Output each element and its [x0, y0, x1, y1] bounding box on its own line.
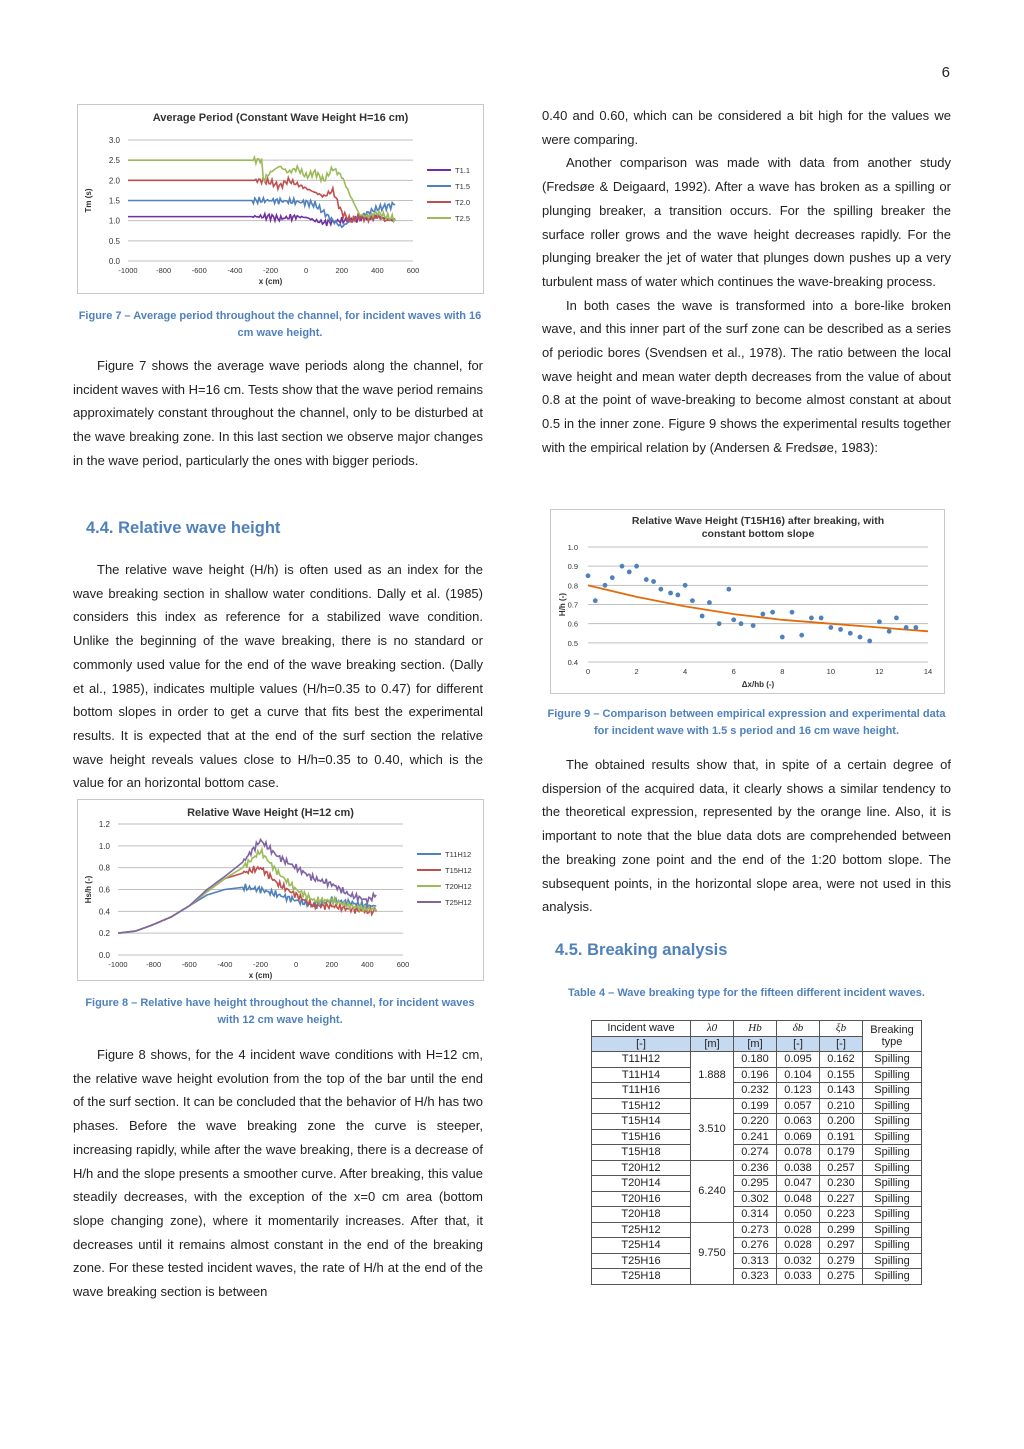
- cell-xi-b: 0.230: [820, 1176, 863, 1192]
- cell-incident-wave: T20H18: [592, 1207, 691, 1223]
- cell-hb: 0.273: [734, 1222, 777, 1238]
- table-row: [592, 1269, 922, 1285]
- cell-delta-b: 0.063: [777, 1114, 820, 1130]
- x-tick-label: 14: [923, 667, 933, 676]
- data-point: [819, 616, 824, 621]
- y-tick-label: 0.4: [98, 907, 110, 917]
- cell-breaking-type: Spilling: [863, 1207, 922, 1223]
- table-row: [592, 1083, 922, 1099]
- cell-hb: 0.180: [734, 1052, 777, 1068]
- data-point: [780, 635, 785, 640]
- data-point: [610, 575, 615, 580]
- cell-xi-b: 0.275: [820, 1269, 863, 1285]
- x-tick-label: 4: [683, 667, 688, 676]
- cell-hb: 0.236: [734, 1160, 777, 1176]
- x-tick-label: -1000: [118, 266, 138, 275]
- cell-hb: 0.313: [734, 1253, 777, 1269]
- x-tick-label: 0: [304, 266, 309, 275]
- figure8-svg: [78, 800, 483, 980]
- x-tick-label: 400: [371, 266, 384, 275]
- data-point: [644, 577, 649, 582]
- y-tick-label: 1.2: [98, 820, 110, 829]
- cell-xi-b: 0.200: [820, 1114, 863, 1130]
- data-point: [799, 633, 804, 638]
- cell-incident-wave: T15H18: [592, 1145, 691, 1161]
- cell-delta-b: 0.032: [777, 1253, 820, 1269]
- cell-xi-b: 0.299: [820, 1222, 863, 1238]
- y-tick-label: 0.0: [108, 257, 120, 266]
- y-tick-label: 1.5: [108, 196, 120, 206]
- cell-breaking-type: Spilling: [863, 1191, 922, 1207]
- chart-title: Relative Wave Height (H=12 cm): [187, 807, 354, 819]
- x-tick-label: -400: [217, 960, 233, 969]
- data-point: [593, 598, 598, 603]
- data-point: [668, 591, 673, 596]
- cell-incident-wave: T25H14: [592, 1238, 691, 1254]
- cell-hb: 0.314: [734, 1207, 777, 1223]
- cell-incident-wave: T20H16: [592, 1191, 691, 1207]
- cell-hb: 0.323: [734, 1269, 777, 1285]
- chart-title: Average Period (Constant Wave Height H=16 cm): [152, 112, 409, 124]
- x-tick-label: -800: [156, 266, 172, 275]
- cell-incident-wave: T11H16: [592, 1083, 691, 1099]
- y-tick-label: 0.8: [98, 863, 110, 873]
- header-xi-b: ξb: [820, 1021, 863, 1037]
- y-axis-label: H/h (-): [558, 592, 567, 617]
- y-tick-label: 0.2: [98, 929, 110, 939]
- data-point: [867, 639, 872, 644]
- legend-label: T2.0: [455, 198, 471, 207]
- data-point: [848, 631, 853, 636]
- section-heading-4-4: 4.4. Relative wave height: [86, 519, 281, 537]
- wave-breaking-table: [591, 1020, 922, 1285]
- data-point: [751, 623, 756, 628]
- cell-breaking-type: Spilling: [863, 1269, 922, 1285]
- cell-incident-wave: T15H12: [592, 1098, 691, 1114]
- y-tick-label: 0.0: [98, 951, 110, 960]
- table-row: [592, 1129, 922, 1145]
- table-row: [592, 1145, 922, 1161]
- data-point: [739, 621, 744, 626]
- data-point: [620, 564, 625, 569]
- table4-wrapper: [591, 1020, 922, 1285]
- cell-incident-wave: T20H14: [592, 1176, 691, 1192]
- figure7-svg: [78, 105, 483, 293]
- cell-lambda: 3.510: [691, 1098, 734, 1160]
- cell-delta-b: 0.104: [777, 1067, 820, 1083]
- data-point: [770, 610, 775, 615]
- data-point: [675, 593, 680, 598]
- cell-lambda: 9.750: [691, 1222, 734, 1284]
- chart-title-line: Relative Wave Height (T15H16) after breaking, with: [631, 515, 885, 527]
- figure9-svg: [551, 510, 944, 693]
- cell-breaking-type: Spilling: [863, 1176, 922, 1192]
- legend-label: T1.1: [455, 166, 471, 175]
- data-point: [894, 616, 899, 621]
- y-tick-label: 1.0: [98, 841, 110, 851]
- cell-delta-b: 0.033: [777, 1269, 820, 1285]
- y-tick-label: 0.4: [567, 658, 578, 667]
- cell-xi-b: 0.179: [820, 1145, 863, 1161]
- cell-xi-b: 0.155: [820, 1067, 863, 1083]
- cell-hb: 0.302: [734, 1191, 777, 1207]
- cell-incident-wave: T15H16: [592, 1129, 691, 1145]
- cell-xi-b: 0.227: [820, 1191, 863, 1207]
- table-row: [592, 1207, 922, 1223]
- cell-xi-b: 0.143: [820, 1083, 863, 1099]
- data-point: [790, 610, 795, 615]
- data-point: [731, 617, 736, 622]
- data-point: [858, 635, 863, 640]
- legend-label: T25H12: [445, 898, 472, 907]
- y-tick-label: 0.8: [567, 581, 578, 591]
- unit-lambda: [m]: [691, 1036, 734, 1052]
- cell-delta-b: 0.050: [777, 1207, 820, 1223]
- y-tick-label: 2.5: [108, 156, 120, 166]
- y-tick-label: 0.7: [567, 600, 578, 610]
- series-line-T2.5: [128, 157, 395, 221]
- x-tick-label: 8: [780, 667, 785, 676]
- data-point: [726, 587, 731, 592]
- cell-hb: 0.241: [734, 1129, 777, 1145]
- x-tick-label: 600: [406, 266, 420, 275]
- cell-incident-wave: T11H14: [592, 1067, 691, 1083]
- left-paragraph-3: Figure 8 shows, for the 4 incident wave conditions with H=12 cm, the relative wave height evolution from the top of the bar until the end of the surf section. It can be concluded that the behavior of H/h has two phases. Before the wave breaking zone the curve is steeper, increasing rapidly, while after the wave breaking, there is a decrease of H/h and the slope presents a smoother curve. After breaking, this value steadily decreases, with the exception of the x=0 cm area (bottom slope changing zone), where it momentarily increases. After that, it decreases until it remains almost constant in the end of the breaking zone. For these tested incident waves, the rate of H/h at the end of the wave breaking section is between: [73, 1047, 483, 1300]
- cell-xi-b: 0.162: [820, 1052, 863, 1068]
- table-row: [592, 1176, 922, 1192]
- cell-xi-b: 0.191: [820, 1129, 863, 1145]
- data-point: [887, 629, 892, 634]
- figure8-chart: [77, 799, 484, 981]
- cell-delta-b: 0.095: [777, 1052, 820, 1068]
- data-point: [707, 600, 712, 605]
- data-point: [690, 598, 695, 603]
- unit-delta-b: [-]: [777, 1036, 820, 1052]
- cell-hb: 0.295: [734, 1176, 777, 1192]
- y-axis-label: Hs/h (-): [84, 875, 93, 904]
- series-line-T1.5: [128, 197, 395, 227]
- figure7-caption: Figure 7 – Average period throughout the channel, for incident waves with 16 cm wave height.: [78, 310, 482, 339]
- data-point: [717, 621, 722, 626]
- cell-breaking-type: Spilling: [863, 1083, 922, 1099]
- legend-label: T1.5: [455, 182, 471, 191]
- x-tick-label: 600: [396, 960, 410, 969]
- x-tick-label: 10: [826, 667, 836, 676]
- left-paragraph-2: The relative wave height (H/h) is often used as an index for the wave breaking section in shallow water conditions. Dally et al. (1985) considers this index as reference for a stabilized wave condition. Unlike the beginning of the wave breaking, there is no standard or commonly used value for the end of the wave breaking section. (Dally et al., 1985), indicates multiple values (H/h=0.35 to 0.47) for different bottom slopes in order to get a curve that fits best the experimental results. It is expected that at the end of the surf section the relative wave height reveals values close to H/h=0.35 to 0.40, which is the value for an horizontal bottom case.: [73, 562, 483, 791]
- cell-breaking-type: Spilling: [863, 1253, 922, 1269]
- table-row: [592, 1222, 922, 1238]
- cell-delta-b: 0.038: [777, 1160, 820, 1176]
- cell-delta-b: 0.057: [777, 1098, 820, 1114]
- cell-breaking-type: Spilling: [863, 1052, 922, 1068]
- data-point: [586, 573, 591, 578]
- table-header-row: [592, 1021, 922, 1037]
- cell-breaking-type: Spilling: [863, 1129, 922, 1145]
- cell-breaking-type: Spilling: [863, 1145, 922, 1161]
- legend-label: T11H12: [445, 850, 472, 859]
- figure9-chart: [550, 509, 945, 694]
- cell-delta-b: 0.028: [777, 1238, 820, 1254]
- cell-hb: 0.232: [734, 1083, 777, 1099]
- right-paragraph-1: 0.40 and 0.60, which can be considered a bit high for the values we were comparing.: [542, 108, 951, 147]
- cell-hb: 0.276: [734, 1238, 777, 1254]
- table-row: [592, 1160, 922, 1176]
- cell-xi-b: 0.257: [820, 1160, 863, 1176]
- unit-hb: [m]: [734, 1036, 777, 1052]
- data-point: [603, 583, 608, 588]
- series-line-T25H12: [118, 840, 376, 934]
- cell-delta-b: 0.123: [777, 1083, 820, 1099]
- table-row: [592, 1238, 922, 1254]
- x-tick-label: 2: [634, 667, 639, 676]
- cell-breaking-type: Spilling: [863, 1238, 922, 1254]
- y-tick-label: 1.0: [108, 216, 120, 226]
- table-row: [592, 1098, 922, 1114]
- cell-lambda: 6.240: [691, 1160, 734, 1222]
- cell-xi-b: 0.297: [820, 1238, 863, 1254]
- cell-breaking-type: Spilling: [863, 1160, 922, 1176]
- figure8-caption: Figure 8 – Relative have height throughout the channel, for incident waves with 12 cm wave height.: [85, 997, 475, 1026]
- header-incident-wave: Incident wave: [592, 1021, 691, 1037]
- table4-caption: Table 4 – Wave breaking type for the fifteen different incident waves.: [568, 987, 925, 999]
- x-axis-label: x (cm): [258, 277, 283, 286]
- data-point: [634, 564, 639, 569]
- section-heading-4-5: 4.5. Breaking analysis: [555, 941, 728, 959]
- chart-title: [632, 515, 884, 540]
- cell-delta-b: 0.028: [777, 1222, 820, 1238]
- table-body: [592, 1052, 922, 1285]
- table-row: [592, 1253, 922, 1269]
- table-row: [592, 1114, 922, 1130]
- figure7-chart: [77, 104, 484, 294]
- cell-incident-wave: T25H12: [592, 1222, 691, 1238]
- x-tick-label: 0: [585, 667, 591, 676]
- x-tick-label: -200: [262, 266, 279, 275]
- cell-hb: 0.196: [734, 1067, 777, 1083]
- figure9-caption: Figure 9 – Comparison between empirical expression and experimental data for incident wave with 1.5 s period and 16 cm wave height.: [547, 708, 946, 737]
- y-tick-label: 2.0: [108, 176, 120, 186]
- unit-incident-wave: [-]: [592, 1036, 691, 1052]
- cell-delta-b: 0.047: [777, 1176, 820, 1192]
- x-axis-label: x (cm): [248, 971, 273, 980]
- cell-incident-wave: T20H12: [592, 1160, 691, 1176]
- x-tick-label: 12: [875, 667, 884, 676]
- cell-breaking-type: Spilling: [863, 1098, 922, 1114]
- x-tick-label: 200: [325, 960, 339, 969]
- data-point: [658, 587, 663, 592]
- right-paragraph-4: The obtained results show that, in spite of a certain degree of dispersion of the acquired data, it clearly shows a similar tendency to the theoretical expression, represented by the orange line. Also, it is important to note that the blue data dots are comprehended between the breaking zone point and the end of the 1:20 bottom slope. The subsequent points, in the horizontal slope area, were not used in this analysis.: [542, 757, 951, 915]
- y-tick-label: 0.6: [567, 619, 578, 629]
- left-paragraph-1: Figure 7 shows the average wave periods along the channel, for incident waves with H=16 cm. Tests show that the wave period remains approximately constant throughout the channel, only to be disturbed at the wave breaking zone. In this last section we observe major changes in the wave period, particularly the ones with bigger periods.: [73, 358, 483, 468]
- cell-xi-b: 0.223: [820, 1207, 863, 1223]
- header-hb: Hb: [734, 1021, 777, 1037]
- y-tick-label: 0.5: [108, 236, 120, 246]
- data-point: [809, 616, 814, 621]
- cell-delta-b: 0.078: [777, 1145, 820, 1161]
- legend-label: T2.5: [455, 214, 471, 223]
- data-point: [760, 612, 765, 617]
- y-tick-label: 0.6: [98, 885, 110, 895]
- right-paragraph-3: In both cases the wave is transformed into a bore-like broken wave, and this inner part of the surf zone can be described as a series of periodic bores (Svendsen et al., 1978). The ratio between the local wave height and mean water depth decreases from the value of about 0.8 at the point of wave-breaking to become almost constant at about 0.5 in the inner zone. Figure 9 shows the experimental results together with the empirical relation by (Andersen & Fredsøe, 1983):: [542, 297, 951, 455]
- x-tick-label: 0: [294, 960, 299, 969]
- table-row: [592, 1052, 922, 1068]
- header-delta-b: δb: [777, 1021, 820, 1037]
- right-paragraph-2: Another comparison was made with data from another study (Fredsøe & Deigaard, 1992). After a wave has broken as a spilling or plunging breaker, a transition occurs. For the spilling breaker the surface roller grows and the wave height decreases rapidly. For the plunging breaker the jet of water that plunges down pushes up a very turbulent mass of water which continues the wave-breaking process.: [542, 155, 951, 289]
- y-tick-label: 3.0: [108, 136, 120, 145]
- x-tick-label: -800: [146, 960, 162, 969]
- cell-breaking-type: Spilling: [863, 1114, 922, 1130]
- data-point: [838, 627, 843, 632]
- table-row: [592, 1067, 922, 1083]
- cell-incident-wave: T25H16: [592, 1253, 691, 1269]
- x-tick-label: -400: [227, 266, 243, 275]
- data-point: [700, 614, 705, 619]
- legend-label: T20H12: [445, 882, 472, 891]
- cell-lambda: 1.888: [691, 1052, 734, 1099]
- data-point: [877, 619, 882, 624]
- y-axis-label: Tm (s): [84, 188, 93, 213]
- x-tick-label: -600: [181, 960, 197, 969]
- data-point: [913, 625, 918, 630]
- fit-line: [588, 585, 928, 631]
- y-tick-label: 0.9: [567, 562, 578, 572]
- cell-hb: 0.220: [734, 1114, 777, 1130]
- data-point: [904, 625, 909, 630]
- cell-delta-b: 0.048: [777, 1191, 820, 1207]
- y-tick-label: 1.0: [567, 543, 578, 552]
- chart-title-line: constant bottom slope: [701, 528, 815, 540]
- cell-xi-b: 0.279: [820, 1253, 863, 1269]
- series-line-T20H12: [118, 849, 376, 933]
- data-point: [683, 583, 688, 588]
- x-tick-label: 400: [361, 960, 374, 969]
- data-point: [627, 570, 632, 575]
- cell-breaking-type: Spilling: [863, 1222, 922, 1238]
- legend-label: T15H12: [445, 866, 472, 875]
- cell-incident-wave: T25H18: [592, 1269, 691, 1285]
- page-number: 6: [941, 64, 950, 81]
- header-breaking-type: Breaking type: [863, 1021, 922, 1052]
- header-lambda: λ0: [691, 1021, 734, 1037]
- y-tick-label: 0.5: [567, 638, 578, 648]
- cell-xi-b: 0.210: [820, 1098, 863, 1114]
- cell-delta-b: 0.069: [777, 1129, 820, 1145]
- cell-hb: 0.199: [734, 1098, 777, 1114]
- cell-hb: 0.274: [734, 1145, 777, 1161]
- cell-incident-wave: T15H14: [592, 1114, 691, 1130]
- x-axis-label: Δx/hb (-): [741, 680, 775, 689]
- cell-breaking-type: Spilling: [863, 1067, 922, 1083]
- unit-xi-b: [-]: [820, 1036, 863, 1052]
- data-point: [651, 579, 656, 584]
- x-tick-label: -1000: [108, 960, 128, 969]
- table-row: [592, 1191, 922, 1207]
- x-tick-label: -600: [191, 266, 207, 275]
- data-point: [828, 625, 833, 630]
- x-tick-label: -200: [252, 960, 269, 969]
- cell-incident-wave: T11H12: [592, 1052, 691, 1068]
- x-tick-label: 200: [335, 266, 349, 275]
- x-tick-label: 6: [731, 667, 736, 676]
